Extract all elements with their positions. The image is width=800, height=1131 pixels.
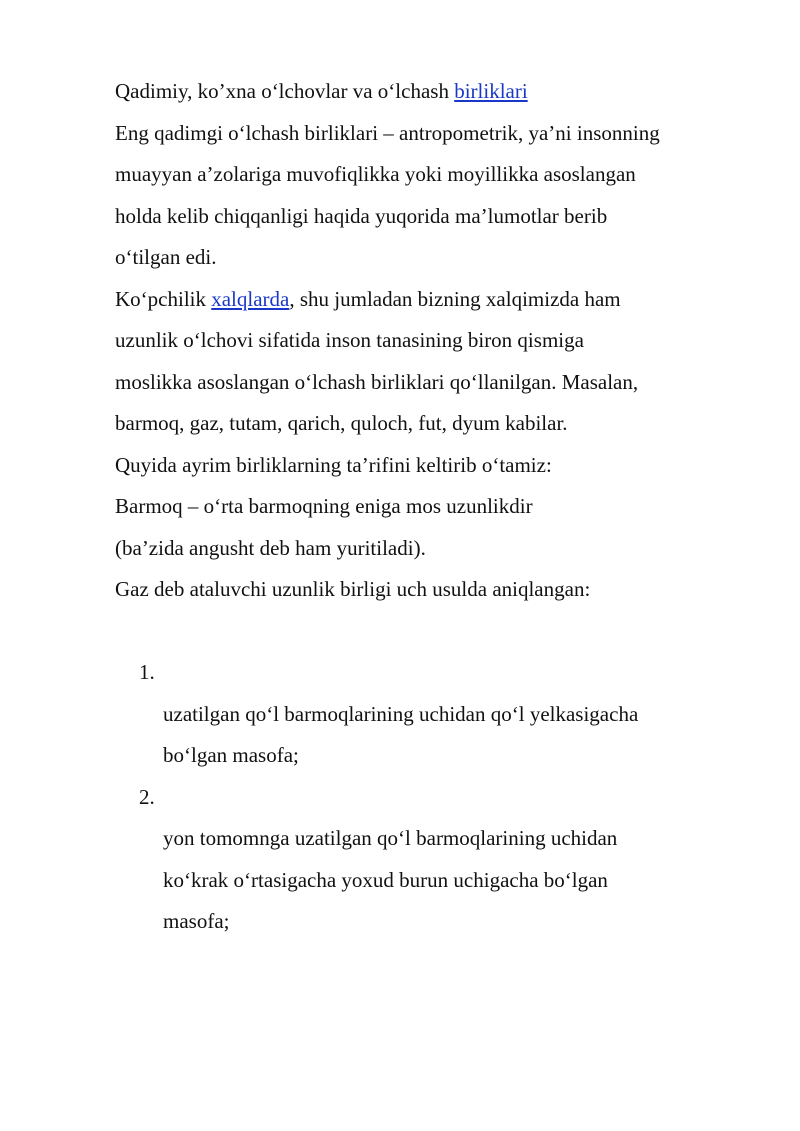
paragraph-line: Eng qadimgi o‘lchash birliklari – antropometrik, ya’ni insonning bbox=[115, 120, 660, 145]
list-number: 1. bbox=[139, 660, 155, 684]
list-item-line: ko‘krak o‘rtasigacha yoxud burun uchigacha bo‘lgan bbox=[163, 867, 608, 892]
list-item-line: masofa; bbox=[163, 909, 230, 933]
list-number: 2. bbox=[139, 784, 155, 809]
link-birliklari[interactable]: birliklari bbox=[454, 79, 528, 103]
paragraph-line bbox=[115, 279, 765, 321]
paragraph-text: Ko‘pchilik bbox=[115, 286, 212, 311]
numbered-list bbox=[115, 652, 765, 943]
list-item bbox=[115, 652, 765, 777]
paragraph-line: moslikka asoslangan o‘lchash birliklari qo‘llanilgan. Masalan, bbox=[115, 369, 639, 394]
paragraph-3: Quyida ayrim birliklarning ta’rifini keltirib o‘tamiz: bbox=[115, 452, 552, 477]
paragraph-2 bbox=[115, 279, 765, 445]
paragraph-line: (ba’zida angusht deb ham yuritiladi). bbox=[115, 535, 426, 560]
paragraph-line: holda kelib chiqqanligi haqida yuqorida ma’lumotlar berib bbox=[115, 203, 608, 228]
paragraph-text: , shu jumladan bizning xalqimizda ham bbox=[289, 286, 621, 311]
paragraph-line: barmoq, gaz, tutam, qarich, quloch, fut, dyum kabilar. bbox=[115, 411, 568, 435]
paragraph-line: uzunlik o‘lchovi sifatida inson tanasining biron qismiga bbox=[115, 328, 584, 352]
paragraph-line: Barmoq – o‘rta barmoqning eniga mos uzunlikdir bbox=[115, 494, 533, 518]
paragraph-5: Gaz deb ataluvchi uzunlik birligi uch usulda aniqlangan: bbox=[115, 577, 591, 601]
link-xalqlarda[interactable]: xalqlarda bbox=[211, 286, 290, 311]
title-text: Qadimiy, ko’xna o‘lchovlar va o‘lchash bbox=[115, 79, 455, 103]
list-item bbox=[115, 777, 765, 943]
blank-line bbox=[115, 611, 765, 653]
list-item-line: uzatilgan qo‘l barmoqlarining uchidan qo‘l yelkasigacha bbox=[163, 701, 639, 726]
list-item-line: bo‘lgan masofa; bbox=[163, 743, 299, 767]
paragraph-4 bbox=[115, 486, 765, 569]
paragraph-1 bbox=[115, 113, 765, 279]
list-item-line: yon tomomnga uzatilgan qo‘l barmoqlarining uchidan bbox=[163, 826, 618, 850]
document-title bbox=[115, 71, 765, 113]
paragraph-line: muayyan a’zolariga muvofiqlikka yoki moyillikka asoslangan bbox=[115, 162, 636, 186]
document-body bbox=[115, 71, 765, 943]
paragraph-line: o‘tilgan edi. bbox=[115, 245, 217, 269]
